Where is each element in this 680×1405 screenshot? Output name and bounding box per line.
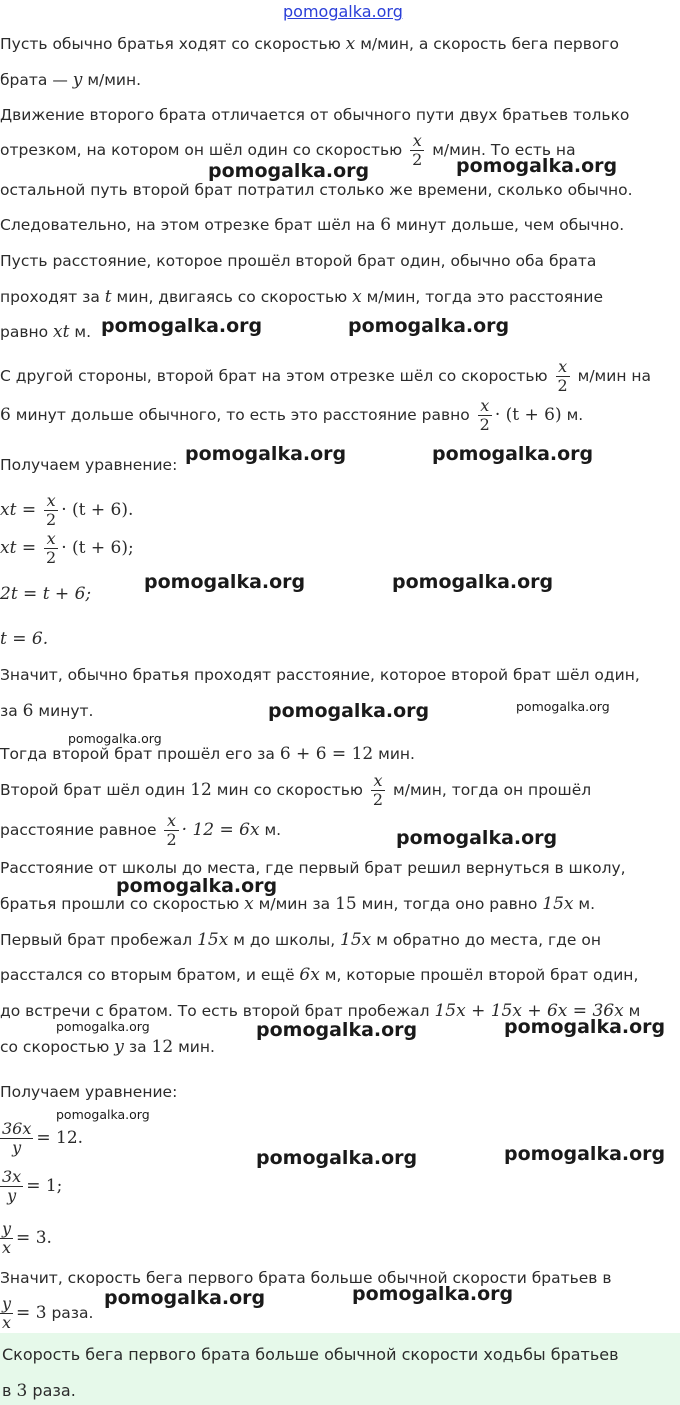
math-num: 6: [22, 701, 34, 721]
text-fragment: м/мин, тогда это расстояние: [361, 288, 603, 306]
text-line: [0, 744, 415, 764]
text-fragment: в: [2, 1381, 17, 1400]
watermark-text: pomogalka.org: [392, 571, 554, 593]
text-line: [0, 180, 633, 200]
fraction: $\frac{x}{2}$: [479, 396, 490, 434]
math-var: y: [72, 70, 83, 90]
text-line: [0, 1082, 177, 1102]
math-num: 12: [190, 780, 212, 800]
watermark-text: pomogalka.org: [348, 315, 510, 337]
watermark-text: pomogalka.org: [101, 315, 263, 337]
equation-line: [0, 1166, 62, 1206]
text-fragment: мин.: [373, 745, 415, 763]
math-num: 6: [0, 405, 11, 425]
text-fragment: м.: [573, 895, 596, 913]
site-link[interactable]: pomogalka.org: [283, 2, 403, 21]
math-expr: xt =: [0, 500, 37, 520]
text-fragment: минут дольше, чем обычно.: [391, 216, 625, 234]
answer-line: [2, 1381, 76, 1401]
text-fragment: м.: [259, 821, 282, 839]
math-expr: 6 + 6 = 12: [279, 744, 374, 764]
text-line: [0, 701, 93, 721]
watermark-text: pomogalka.org: [268, 700, 430, 722]
text-fragment: Первый брат пробежал: [0, 931, 198, 949]
answer-line: [2, 1345, 619, 1365]
text-line: [0, 1268, 612, 1288]
text-fragment: Второй брат шёл один: [0, 781, 191, 799]
math-expr: 6x: [299, 965, 320, 985]
text-fragment: Расстояние от школы до места, где первый брат решил вернуться в школу,: [0, 859, 626, 877]
text-fragment: м/мин. То есть на: [432, 141, 576, 159]
text-line: [0, 894, 595, 914]
watermark-text: pomogalka.org: [116, 875, 278, 897]
text-fragment: братья прошли со скоростью: [0, 895, 245, 913]
math-expr: 15x: [542, 894, 574, 914]
equation-line: [0, 528, 134, 568]
math-expr: = 3.: [16, 1228, 52, 1248]
watermark-text: pomogalka.org: [256, 1019, 418, 1041]
text-fragment: мин, двигаясь со скоростью: [111, 288, 353, 306]
watermark-text: pomogalka.org: [104, 1287, 266, 1309]
text-fragment: Тогда второй брат прошёл его за: [0, 745, 280, 763]
text-line: [0, 810, 281, 850]
math-expr: = 1;: [26, 1176, 63, 1196]
math-var: xt: [53, 322, 70, 342]
fraction: $\frac{x}{2}$: [46, 529, 57, 567]
text-line: [0, 322, 91, 342]
fraction: $\frac{y}{x}$: [2, 1219, 12, 1257]
text-line: [0, 965, 638, 985]
fraction: $\frac{36x}{y}$: [2, 1119, 32, 1157]
text-line: [0, 770, 591, 810]
text-fragment: Движение второго брата отличается от обычного пути двух братьев только: [0, 106, 630, 124]
text-fragment: остальной путь второй брат потратил столько же времени, сколько обычно.: [0, 181, 633, 199]
text-line: [0, 930, 601, 950]
text-line: [0, 1037, 215, 1057]
watermark-text: pomogalka.org: [208, 160, 370, 182]
text-fragment: С другой стороны, второй брат на этом отрезке шёл со скоростью: [0, 367, 548, 385]
equation-line: [0, 1118, 83, 1158]
text-line: [0, 665, 640, 685]
text-line: [0, 105, 629, 125]
text-fragment: Значит, обычно братья проходят расстояние, которое второй брат шёл один,: [0, 666, 640, 684]
math-expr: = 12.: [36, 1128, 84, 1148]
text-fragment: со скоростью: [0, 1038, 115, 1056]
text-fragment: Значит, скорость бега первого брата больше обычной скорости братьев в: [0, 1269, 612, 1287]
answer-box: [0, 1333, 680, 1405]
math-expr: 15x: [197, 930, 229, 950]
text-fragment: м, которые прошёл второй брат один,: [319, 966, 639, 984]
watermark-text: pomogalka.org: [504, 1016, 666, 1038]
text-fragment: м.: [566, 406, 584, 424]
watermark-text: pomogalka.org: [185, 443, 347, 465]
text-line: [0, 70, 141, 90]
text-fragment: мин со скоростью: [211, 781, 363, 799]
text-line: [0, 395, 583, 435]
watermark-text: pomogalka.org: [504, 1143, 666, 1165]
text-fragment: мин.: [173, 1038, 215, 1056]
text-fragment: м обратно до места, где он: [371, 931, 601, 949]
math-expr: · (t + 6);: [61, 538, 134, 558]
math-num: 15: [335, 894, 357, 914]
equation-line: [0, 629, 48, 649]
text-fragment: минут.: [33, 702, 94, 720]
text-fragment: м/мин на: [577, 367, 652, 385]
text-fragment: Скорость бега первого брата больше обычной скорости ходьбы братьев: [2, 1345, 619, 1364]
math-expr: = 3: [16, 1303, 47, 1323]
text-fragment: брата —: [0, 71, 73, 89]
watermark-text: pomogalka.org: [56, 1107, 150, 1122]
text-fragment: Пусть расстояние, которое прошёл второй брат один, обычно оба брата: [0, 252, 597, 270]
fraction: $\frac{x}{2}$: [557, 357, 568, 395]
math-expr: 15x + 15x + 6x = 36x: [434, 1001, 624, 1021]
watermark-text: pomogalka.org: [68, 731, 162, 746]
fraction: $\frac{y}{x}$: [2, 1294, 12, 1332]
math-var: y: [114, 1037, 124, 1057]
math-expr: · (t + 6): [494, 405, 562, 425]
watermark-text: pomogalka.org: [352, 1283, 514, 1305]
equation-intro: Получаем уравнение:: [0, 456, 178, 474]
text-fragment: Следовательно, на этом отрезке брат шёл на: [0, 216, 381, 234]
equation-line: [0, 1218, 52, 1258]
watermark-text: pomogalka.org: [516, 699, 610, 714]
text-fragment: раза.: [46, 1304, 94, 1322]
text-line: [0, 455, 177, 475]
math-var: x: [345, 34, 356, 54]
text-fragment: м/мин, тогда он прошёл: [393, 781, 592, 799]
text-fragment: отрезком, на котором он шёл один со скоростью: [0, 141, 403, 159]
math-expr: t = 6.: [0, 629, 49, 649]
math-expr: xt =: [0, 538, 37, 558]
watermark-text: pomogalka.org: [432, 443, 594, 465]
text-line: [0, 251, 596, 271]
math-num: 6: [380, 215, 392, 235]
text-fragment: мин, тогда оно равно: [356, 895, 543, 913]
math-var: x: [352, 287, 362, 307]
text-fragment: м.: [69, 323, 92, 341]
math-var: t: [104, 287, 112, 307]
math-num: 3: [16, 1381, 28, 1401]
fraction: $\frac{x}{2}$: [46, 491, 57, 529]
text-fragment: за: [123, 1038, 152, 1056]
text-line: [0, 34, 619, 54]
text-fragment: равно: [0, 323, 54, 341]
text-fragment: Пусть обычно братья ходят со скоростью: [0, 35, 346, 53]
fraction: $\frac{3x}{y}$: [2, 1167, 22, 1205]
math-expr: 15x: [340, 930, 372, 950]
text-fragment: м/мин.: [82, 71, 142, 89]
text-line: [0, 858, 626, 878]
text-fragment: за: [0, 702, 23, 720]
watermark-text: pomogalka.org: [396, 827, 558, 849]
text-fragment: проходят за: [0, 288, 105, 306]
text-fragment: до встречи с братом. То есть второй брат пробежал: [0, 1002, 435, 1020]
math-var: x: [244, 894, 254, 914]
fraction: $\frac{x}{2}$: [372, 771, 384, 809]
math-num: 12: [151, 1037, 174, 1057]
text-fragment: м/мин, а скорость бега первого: [355, 35, 620, 53]
math-expr: · 12 = 6x: [181, 820, 260, 840]
text-line: [0, 215, 624, 235]
text-fragment: расстался со вторым братом, и ещё: [0, 966, 300, 984]
equation-intro: Получаем уравнение:: [0, 1083, 178, 1101]
math-expr: · (t + 6).: [61, 500, 134, 520]
text-fragment: м до школы,: [228, 931, 341, 949]
text-fragment: минут дольше обычного, то есть это расстояние равно: [10, 406, 470, 424]
text-fragment: м: [623, 1002, 641, 1020]
text-fragment: раза.: [27, 1381, 76, 1400]
text-line: [0, 1293, 93, 1333]
watermark-text: pomogalka.org: [56, 1019, 150, 1034]
equation-line: [0, 490, 133, 530]
text-line: [0, 287, 603, 307]
fraction: $\frac{x}{2}$: [412, 131, 423, 169]
text-line: [0, 356, 651, 396]
watermark-text: pomogalka.org: [456, 155, 618, 177]
watermark-text: pomogalka.org: [256, 1147, 418, 1169]
text-fragment: м/мин за: [253, 895, 336, 913]
text-fragment: расстояние равное: [0, 821, 157, 839]
math-expr: 2t = t + 6;: [0, 584, 92, 604]
watermark-text: pomogalka.org: [144, 571, 306, 593]
fraction: $\frac{x}{2}$: [166, 811, 177, 849]
equation-line: [0, 584, 91, 604]
